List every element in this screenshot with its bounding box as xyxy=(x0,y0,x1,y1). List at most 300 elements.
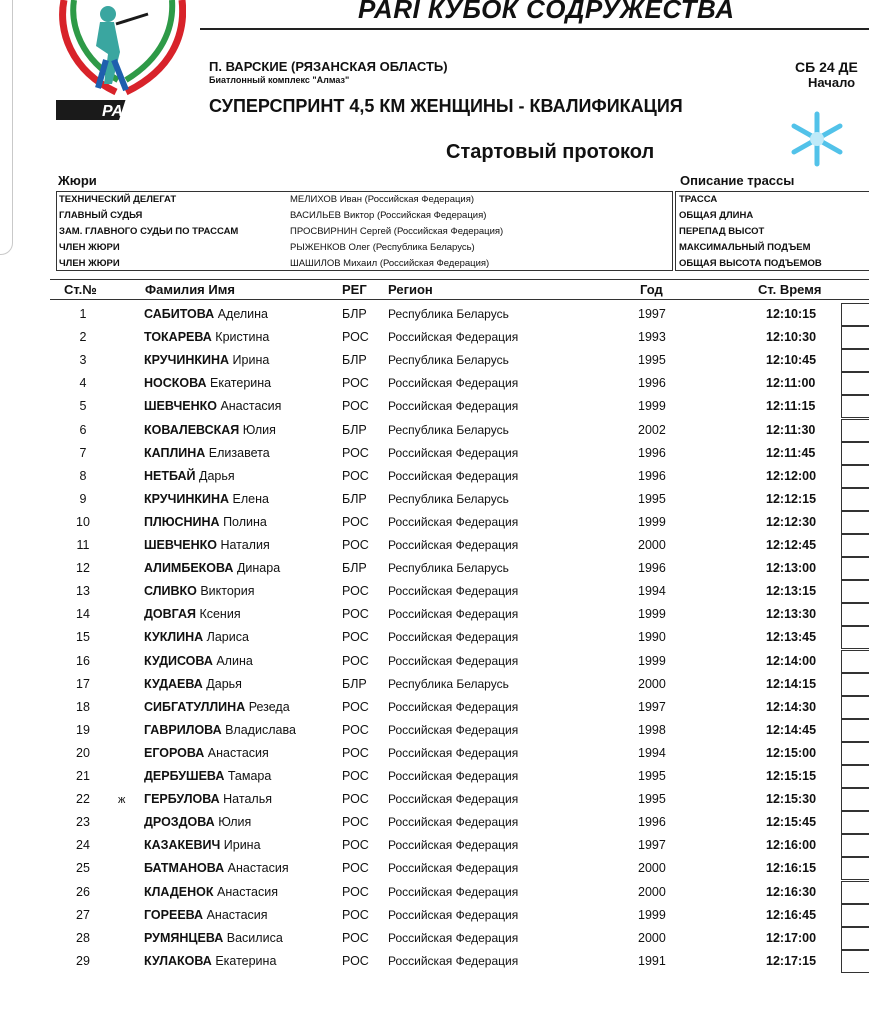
birth-year: 1999 xyxy=(638,653,666,668)
start-number: 21 xyxy=(76,769,90,783)
start-number: 28 xyxy=(76,930,90,945)
birth-year: 1995 xyxy=(638,353,666,368)
start-number: 16 xyxy=(76,653,90,668)
start-number: 12 xyxy=(76,561,90,576)
region-code: БЛР xyxy=(342,676,367,691)
result-box xyxy=(841,326,869,349)
header-start-no: Ст.№ xyxy=(64,282,97,297)
region-code: БЛР xyxy=(342,561,367,576)
athlete-surname: ДРОЗДОВА xyxy=(144,815,215,830)
athlete-surname: КУДАЕВА xyxy=(144,676,203,691)
birth-year: 1997 xyxy=(638,307,666,321)
start-time: 12:10:45 xyxy=(766,353,817,368)
table-row xyxy=(0,419,869,442)
region-name: Российская Федерация xyxy=(388,514,519,529)
start-number: 10 xyxy=(76,514,90,529)
region-code: БЛР xyxy=(342,422,367,437)
result-box xyxy=(841,857,869,880)
result-box xyxy=(841,442,869,465)
region-code: РОС xyxy=(342,607,369,622)
athlete-name xyxy=(144,584,255,598)
start-time: 12:17:00 xyxy=(766,930,817,945)
table-row xyxy=(0,742,869,765)
result-box xyxy=(841,811,869,834)
athlete-surname: КАПЛИНА xyxy=(144,445,206,460)
start-label: Начало xyxy=(808,75,856,90)
start-number: 29 xyxy=(76,953,90,968)
table-row xyxy=(0,950,869,973)
row-mark: ж xyxy=(118,794,126,807)
birth-year: 1999 xyxy=(638,514,666,529)
athlete-name xyxy=(144,885,278,899)
region-code: РОС xyxy=(342,907,369,922)
region-name: Российская Федерация xyxy=(388,907,519,922)
region-name: Российская Федерация xyxy=(388,630,519,645)
result-box xyxy=(841,303,869,326)
region-name: Российская Федерация xyxy=(388,468,519,483)
region-name: Российская Федерация xyxy=(388,745,519,760)
athlete-first-name: Ксения xyxy=(199,607,241,622)
table-row xyxy=(0,719,869,742)
region-name: Российская Федерация xyxy=(388,607,519,622)
region-name: Российская Федерация xyxy=(388,538,519,552)
region-name: Российская Федерация xyxy=(388,699,519,714)
start-time: 12:16:15 xyxy=(766,861,817,876)
start-time: 12:13:45 xyxy=(766,630,817,645)
region-code: БЛР xyxy=(342,491,367,506)
start-time: 12:16:30 xyxy=(766,884,817,899)
birth-year: 2000 xyxy=(638,884,666,899)
birth-year: 1996 xyxy=(638,445,666,460)
athlete-surname: ДОВГАЯ xyxy=(144,607,196,622)
cup-logo xyxy=(56,0,186,124)
athlete-first-name: Наталья xyxy=(223,792,272,807)
course-heading: Описание трассы xyxy=(680,173,795,188)
start-time: 12:14:00 xyxy=(766,653,817,668)
athlete-name xyxy=(144,700,290,714)
athlete-name xyxy=(144,861,289,875)
result-box xyxy=(841,395,869,418)
athlete-first-name: Дарья xyxy=(199,468,235,483)
table-row xyxy=(0,465,869,488)
athlete-name xyxy=(144,561,280,575)
venue: П. ВАРСКИЕ (РЯЗАНСКАЯ ОБЛАСТЬ) xyxy=(209,59,448,74)
result-box xyxy=(841,372,869,395)
athlete-first-name: Юлия xyxy=(242,422,276,437)
start-time: 12:14:30 xyxy=(766,699,817,714)
result-box xyxy=(841,673,869,696)
athlete-first-name: Ирина xyxy=(223,838,261,853)
result-box xyxy=(841,927,869,950)
region-code: РОС xyxy=(342,722,369,737)
start-number: 5 xyxy=(79,399,87,414)
snowflake-icon xyxy=(784,108,850,170)
start-number: 15 xyxy=(76,630,90,645)
region-name: Российская Федерация xyxy=(388,953,519,968)
table-row xyxy=(0,326,869,349)
region-name: Российская Федерация xyxy=(388,722,519,737)
logo-wordmark: PARI xyxy=(102,103,140,120)
start-time: 12:16:00 xyxy=(766,838,817,853)
course-item: ОБЩАЯ ВЫСОТА ПОДЪЕМОВ xyxy=(679,258,822,269)
event-title: СУПЕРСПРИНТ 4,5 КМ ЖЕНЩИНЫ - КВАЛИФИКАЦИЯ xyxy=(209,96,683,116)
athlete-name xyxy=(144,307,268,321)
table-row xyxy=(0,534,869,557)
result-box xyxy=(841,580,869,603)
birth-year: 1995 xyxy=(638,491,666,506)
result-box xyxy=(841,742,869,765)
athlete-first-name: Юлия xyxy=(218,815,252,830)
birth-year: 1994 xyxy=(638,584,666,599)
region-name: Российская Федерация xyxy=(388,838,519,853)
table-row xyxy=(0,927,869,950)
region-code: РОС xyxy=(342,445,369,460)
start-number: 24 xyxy=(76,838,90,853)
table-row xyxy=(0,488,869,511)
region-code: БЛР xyxy=(342,307,367,321)
birth-year: 1997 xyxy=(638,838,666,853)
region-name: Российская Федерация xyxy=(388,653,519,668)
region-name: Российская Федерация xyxy=(388,445,519,460)
athlete-name xyxy=(144,677,242,691)
region-name: Российская Федерация xyxy=(388,769,519,783)
table-row xyxy=(0,395,869,418)
region-code: РОС xyxy=(342,630,369,645)
region-code: РОС xyxy=(342,330,369,345)
athlete-name xyxy=(144,538,270,552)
athlete-first-name: Елизавета xyxy=(208,445,270,460)
region-name: Российская Федерация xyxy=(388,376,519,391)
birth-year: 1995 xyxy=(638,769,666,783)
start-time: 12:11:30 xyxy=(766,422,816,437)
region-code: РОС xyxy=(342,514,369,529)
start-number: 3 xyxy=(79,353,87,368)
athlete-name xyxy=(144,330,269,344)
athlete-surname: ПЛЮСНИНА xyxy=(144,514,220,529)
jury-member: ШАШИЛОВ Михаил (Российская Федерация) xyxy=(290,258,490,269)
jury-role: ГЛАВНЫЙ СУДЬЯ xyxy=(59,210,143,221)
jury-role: ЧЛЕН ЖЮРИ xyxy=(59,242,120,253)
region-name: Российская Федерация xyxy=(388,861,519,876)
birth-year: 1998 xyxy=(638,722,666,737)
athlete-first-name: Резеда xyxy=(248,699,290,714)
athlete-surname: ТОКАРЕВА xyxy=(144,330,212,345)
event-date: СБ 24 ДЕ xyxy=(795,59,858,75)
start-time: 12:15:15 xyxy=(766,769,817,783)
athlete-first-name: Полина xyxy=(223,514,267,529)
athlete-surname: АЛИМБЕКОВА xyxy=(144,561,234,576)
table-row xyxy=(0,904,869,927)
jury-role: ЗАМ. ГЛАВНОГО СУДЬИ ПО ТРАССАМ xyxy=(59,226,239,237)
jury-member: ВАСИЛЬЕВ Виктор (Российская Федерация) xyxy=(290,210,487,221)
athlete-name xyxy=(144,746,269,760)
result-box xyxy=(841,349,869,372)
athlete-first-name: Лариса xyxy=(206,630,249,645)
course-item: МАКСИМАЛЬНЫЙ ПОДЪЕМ xyxy=(679,242,811,253)
result-box xyxy=(841,834,869,857)
result-box xyxy=(841,650,869,673)
region-code: РОС xyxy=(342,792,369,807)
athlete-first-name: Ирина xyxy=(232,353,270,368)
athlete-name xyxy=(144,423,276,437)
athlete-surname: ШЕВЧЕНКО xyxy=(144,399,217,414)
table-row xyxy=(0,603,869,626)
course-box xyxy=(675,191,869,271)
athlete-first-name: Анастасия xyxy=(220,399,282,414)
athlete-name xyxy=(144,630,249,644)
athlete-surname: ГАВРИЛОВА xyxy=(144,722,222,737)
start-number: 18 xyxy=(76,699,90,714)
athlete-surname: ДЕРБУШЕВА xyxy=(144,769,225,783)
region-code: РОС xyxy=(342,584,369,599)
table-row xyxy=(0,788,869,811)
start-time: 12:11:15 xyxy=(766,399,816,414)
athlete-surname: ЕГОРОВА xyxy=(144,745,205,760)
table-row xyxy=(0,580,869,603)
start-number: 1 xyxy=(79,307,87,321)
region-name: Республика Беларусь xyxy=(388,491,509,506)
athlete-name xyxy=(144,492,269,506)
athlete-surname: НЕТБАЙ xyxy=(144,468,196,483)
start-time: 12:13:00 xyxy=(766,561,817,576)
region-name: Российская Федерация xyxy=(388,930,519,945)
table-row xyxy=(0,442,869,465)
athlete-first-name: Екатерина xyxy=(215,953,277,968)
start-time: 12:15:00 xyxy=(766,745,817,760)
result-box xyxy=(841,465,869,488)
start-time: 12:13:15 xyxy=(766,584,817,599)
start-number: 20 xyxy=(76,745,90,760)
birth-year: 1996 xyxy=(638,561,666,576)
table-row xyxy=(0,349,869,372)
table-row xyxy=(0,673,869,696)
athlete-surname: СИБГАТУЛЛИНА xyxy=(144,699,246,714)
athlete-first-name: Динара xyxy=(236,561,281,576)
start-number: 19 xyxy=(76,722,90,737)
course-item: ПЕРЕПАД ВЫСОТ xyxy=(679,226,765,237)
region-code: РОС xyxy=(342,930,369,945)
result-box xyxy=(841,881,869,904)
athlete-surname: КАЗАКЕВИЧ xyxy=(144,838,221,853)
table-row xyxy=(0,857,869,880)
athlete-surname: КЛАДЕНОК xyxy=(144,884,214,899)
region-name: Российская Федерация xyxy=(388,584,519,599)
athlete-surname: СЛИВКО xyxy=(144,584,197,599)
region-code: РОС xyxy=(342,538,369,552)
start-time: 12:14:45 xyxy=(766,722,817,737)
region-code: БЛР xyxy=(342,353,367,368)
athlete-surname: САБИТОВА xyxy=(144,307,215,321)
region-name: Российская Федерация xyxy=(388,399,519,414)
birth-year: 1999 xyxy=(638,399,666,414)
result-box xyxy=(841,950,869,973)
start-time: 12:16:45 xyxy=(766,907,817,922)
jury-row xyxy=(57,257,672,273)
jury-box xyxy=(56,191,673,271)
jury-heading: Жюри xyxy=(58,173,97,188)
athlete-name xyxy=(144,446,270,460)
start-time: 12:10:15 xyxy=(766,307,817,321)
birth-year: 2000 xyxy=(638,676,666,691)
athlete-name xyxy=(144,353,269,367)
athlete-first-name: Елена xyxy=(232,491,269,506)
document-title: Стартовый протокол xyxy=(446,141,655,163)
result-box xyxy=(841,557,869,580)
result-box xyxy=(841,419,869,442)
table-row xyxy=(0,511,869,534)
header-rule xyxy=(200,28,869,30)
header-region: Регион xyxy=(388,282,433,297)
start-time: 12:14:15 xyxy=(766,676,817,691)
start-time: 12:12:15 xyxy=(766,491,817,506)
jury-role: ЧЛЕН ЖЮРИ xyxy=(59,258,120,269)
start-number: 26 xyxy=(76,884,90,899)
athlete-surname: КУДИСОВА xyxy=(144,653,213,668)
athlete-surname: КУЛАКОВА xyxy=(144,953,212,968)
start-number: 9 xyxy=(79,491,87,506)
jury-row xyxy=(57,225,672,241)
athlete-name xyxy=(144,954,276,968)
region-code: РОС xyxy=(342,838,369,853)
athlete-name xyxy=(144,815,251,829)
athlete-name xyxy=(144,769,271,783)
region-code: РОС xyxy=(342,769,369,783)
start-time: 12:11:45 xyxy=(766,445,816,460)
start-number: 7 xyxy=(79,445,87,460)
result-box xyxy=(841,534,869,557)
result-box xyxy=(841,696,869,719)
birth-year: 2000 xyxy=(638,861,666,876)
start-number: 23 xyxy=(76,815,90,830)
region-name: Республика Беларусь xyxy=(388,307,509,321)
athlete-name xyxy=(144,838,261,852)
region-code: РОС xyxy=(342,699,369,714)
header-year: Год xyxy=(640,282,663,297)
region-code: РОС xyxy=(342,653,369,668)
athlete-first-name: Владислава xyxy=(225,722,296,737)
table-row xyxy=(0,881,869,904)
region-name: Республика Беларусь xyxy=(388,422,509,437)
athlete-surname: ГЕРБУЛОВА xyxy=(144,792,220,807)
athlete-surname: КРУЧИНКИНА xyxy=(144,491,230,506)
result-box xyxy=(841,719,869,742)
start-number: 2 xyxy=(79,330,87,345)
table-row xyxy=(0,303,869,326)
start-number: 13 xyxy=(76,584,90,599)
athlete-first-name: Тамара xyxy=(227,769,272,783)
start-number: 6 xyxy=(79,422,87,437)
athlete-surname: КОВАЛЕВСКАЯ xyxy=(144,422,240,437)
athlete-name xyxy=(144,723,296,737)
start-time: 12:15:45 xyxy=(766,815,817,830)
region-code: РОС xyxy=(342,884,369,899)
start-number: 11 xyxy=(76,538,90,552)
result-box xyxy=(841,788,869,811)
athlete-name xyxy=(144,376,271,390)
start-time: 12:15:30 xyxy=(766,792,817,807)
athlete-first-name: Виктория xyxy=(200,584,255,599)
athlete-name xyxy=(144,515,267,529)
result-box xyxy=(841,765,869,788)
table-row xyxy=(0,696,869,719)
birth-year: 1997 xyxy=(638,699,666,714)
jury-member: МЕЛИХОВ Иван (Российская Федерация) xyxy=(290,194,475,205)
jury-member: РЫЖЕНКОВ Олег (Республика Беларусь) xyxy=(290,242,475,253)
region-code: РОС xyxy=(342,861,369,876)
table-row xyxy=(0,372,869,395)
athlete-surname: НОСКОВА xyxy=(144,376,207,391)
birth-year: 1990 xyxy=(638,630,666,645)
result-box xyxy=(841,904,869,927)
viewer-frame-edge xyxy=(0,0,13,255)
birth-year: 1994 xyxy=(638,745,666,760)
birth-year: 1996 xyxy=(638,468,666,483)
cup-title: PARI КУБОК СОДРУЖЕСТВА xyxy=(358,0,735,24)
athlete-surname: БАТМАНОВА xyxy=(144,861,225,876)
table-row xyxy=(0,626,869,649)
venue-complex: Биатлонный комплекс "Алмаз" xyxy=(209,75,350,85)
athlete-first-name: Алина xyxy=(216,653,253,668)
result-box xyxy=(841,488,869,511)
table-row xyxy=(0,765,869,788)
athlete-name xyxy=(144,792,272,806)
start-number: 14 xyxy=(76,607,90,622)
jury-member: ПРОСВИРНИН Сергей (Российская Федерация) xyxy=(290,226,504,237)
start-time: 12:12:30 xyxy=(766,514,817,529)
course-item: ОБЩАЯ ДЛИНА xyxy=(679,210,754,221)
table-row xyxy=(0,811,869,834)
table-row xyxy=(0,834,869,857)
birth-year: 2000 xyxy=(638,538,666,552)
athlete-first-name: Екатерина xyxy=(210,376,272,391)
region-code: РОС xyxy=(342,468,369,483)
start-time: 12:10:30 xyxy=(766,330,817,345)
region-name: Российская Федерация xyxy=(388,792,519,807)
birth-year: 1995 xyxy=(638,792,666,807)
athlete-first-name: Василиса xyxy=(226,930,283,945)
start-time: 12:12:00 xyxy=(766,468,817,483)
start-time: 12:11:00 xyxy=(766,376,816,391)
birth-year: 2002 xyxy=(638,422,666,437)
table-header xyxy=(50,279,869,300)
athlete-surname: ШЕВЧЕНКО xyxy=(144,538,217,552)
athlete-first-name: Аделина xyxy=(217,307,268,321)
header-reg: РЕГ xyxy=(342,282,367,297)
course-item: ТРАССА xyxy=(679,194,718,205)
result-box xyxy=(841,626,869,649)
region-name: Республика Беларусь xyxy=(388,561,509,576)
athlete-first-name: Наталия xyxy=(220,538,270,552)
athlete-name xyxy=(144,399,281,413)
birth-year: 1991 xyxy=(638,953,666,968)
jury-row xyxy=(57,241,672,257)
athlete-surname: КУКЛИНА xyxy=(144,630,204,645)
jury-row xyxy=(57,193,672,209)
region-name: Республика Беларусь xyxy=(388,353,509,368)
start-time: 12:12:45 xyxy=(766,538,817,552)
athlete-first-name: Анастасия xyxy=(217,884,278,899)
table-row xyxy=(0,650,869,673)
athlete-name xyxy=(144,469,235,483)
start-number: 27 xyxy=(76,907,90,922)
region-name: Республика Беларусь xyxy=(388,676,509,691)
athlete-first-name: Анастасия xyxy=(207,745,269,760)
birth-year: 2000 xyxy=(638,930,666,945)
birth-year: 1993 xyxy=(638,330,666,345)
start-time: 12:17:15 xyxy=(766,953,817,968)
athlete-first-name: Кристина xyxy=(215,330,270,345)
athlete-surname: КРУЧИНКИНА xyxy=(144,353,230,368)
